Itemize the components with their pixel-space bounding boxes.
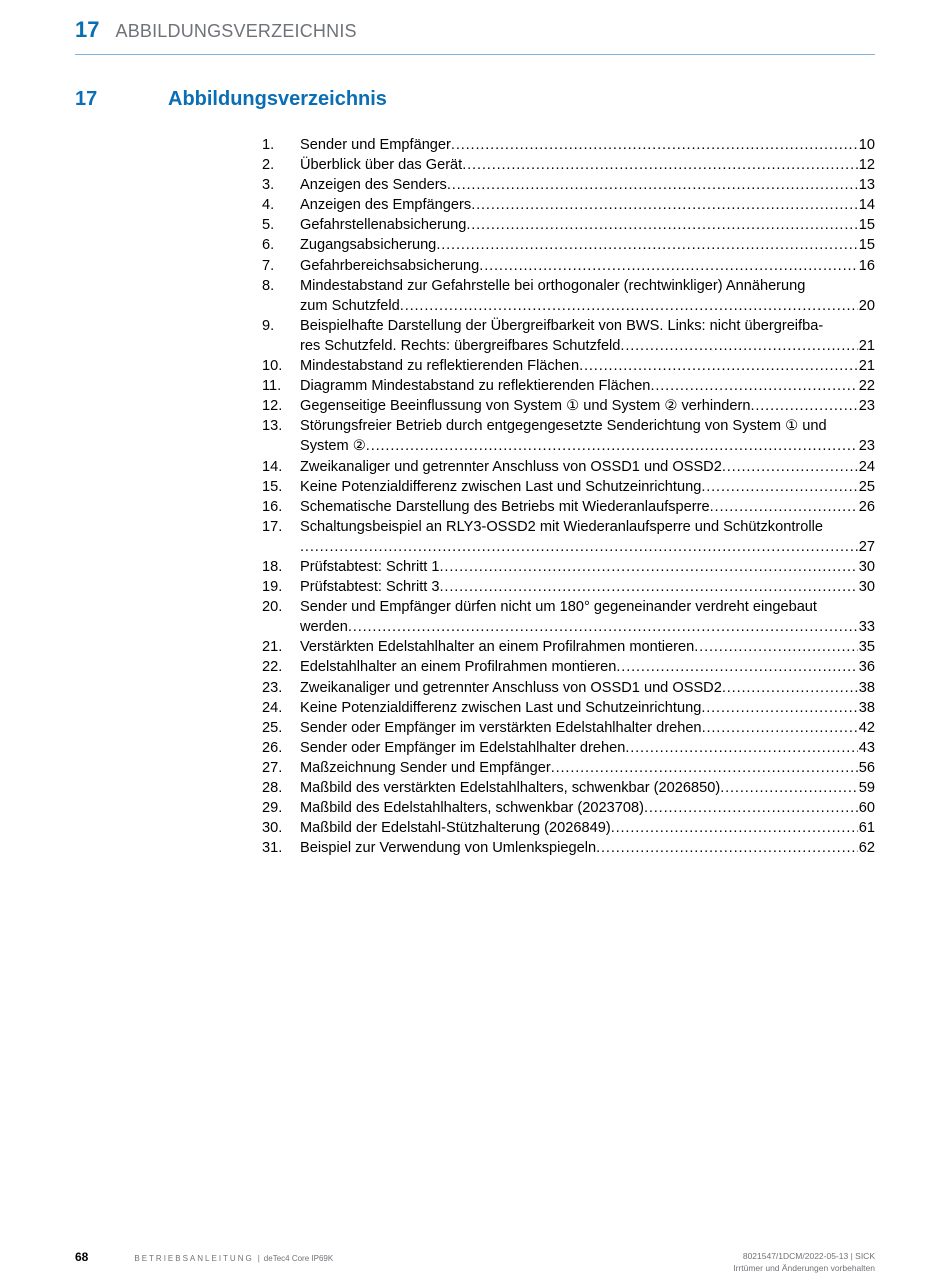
figure-entry[interactable] [262,557,875,577]
figure-number: 19. [262,579,283,596]
figure-title: zum Schutzfeld [300,297,400,314]
figure-number: 30. [262,820,283,837]
figure-title: Gefahrstellenabsicherung [300,217,467,234]
figure-number: 10. [262,358,283,375]
figure-title: Zweikanaliger und getrennter Anschluss von OSSD1 und OSSD2 [300,679,722,696]
figure-number: 29. [262,800,283,817]
page-ref: 23 [858,398,875,415]
figure-title: System ② [300,438,366,455]
page-ref: 35 [858,639,875,656]
figure-title: Gefahrbereichsabsicherung [300,257,480,274]
figure-number: 23. [262,679,283,696]
figure-number: 22. [262,659,283,676]
figure-number: 27. [262,759,283,776]
dot-leader [348,617,858,637]
figure-title-line: Sender und Empfänger dürfen nicht um 180° gegeneinander verdreht eingebaut [300,599,817,616]
dot-leader [611,818,858,838]
page-ref: 33 [858,619,875,636]
dot-leader [300,537,858,557]
figure-number: 20. [262,599,283,616]
page-ref: 26 [858,498,875,515]
dot-leader [471,195,858,215]
document-id: 8021547/1DCM/2022-05-13 | SICK [742,1251,875,1261]
figure-list [262,135,875,858]
figure-title: Keine Potenzialdifferenz zwischen Last und Schutzeinrichtung [300,699,702,716]
page-ref: 16 [858,257,875,274]
page-ref: 61 [858,820,875,837]
page-ref: 23 [858,438,875,455]
figure-entry[interactable] [262,577,875,597]
figure-title: Mindestabstand zu reflektierenden Flächen [300,358,580,375]
figure-number: 3. [262,177,275,194]
figure-title: Anzeigen des Empfängers [300,197,472,214]
dot-leader [462,155,858,175]
page-ref: 15 [858,217,875,234]
figure-entry[interactable] [262,195,875,215]
figure-number: 12. [262,398,283,415]
figure-title: Zweikanaliger und getrennter Anschluss von OSSD1 und OSSD2 [300,458,722,475]
figure-entry[interactable] [262,235,875,255]
dot-leader [579,356,858,376]
page-ref: 21 [858,337,875,354]
figure-number: 8. [262,277,275,294]
figure-number: 7. [262,257,275,274]
figure-number: 24. [262,699,283,716]
page-ref: 62 [858,840,875,857]
footer-separator: | [257,1254,260,1263]
dot-leader [366,436,858,456]
page-ref: 13 [858,177,875,194]
figure-title: Schematische Darstellung des Betriebs mit Wiederanlaufsperre [300,498,710,515]
page-ref: 25 [858,478,875,495]
page-ref: 42 [858,719,875,736]
figure-entry[interactable] [262,778,875,798]
figure-entry[interactable] [262,678,875,698]
dot-leader [436,235,857,255]
header-chapter-number: 17 [75,17,100,42]
page-ref: 27 [858,538,875,555]
footer-left [75,1250,333,1266]
figure-title: Maßzeichnung Sender und Empfänger [300,759,551,776]
figure-title: Maßbild des verstärkten Edelstahlhalters, schwenkbar (2026850) [300,780,721,796]
figure-number: 16. [262,498,283,515]
figure-number: 4. [262,197,275,214]
figure-entry[interactable] [262,316,875,356]
figure-entry[interactable] [262,215,875,235]
figure-number: 1. [262,137,275,153]
figure-title-line: Mindestabstand zur Gefahrstelle bei orthogonaler (rechtwinkliger) Annäherung [300,277,806,294]
page-ref: 36 [858,659,875,676]
figure-title: Sender oder Empfänger im verstärkten Edelstahlhalter drehen [300,719,702,736]
figure-entry[interactable] [262,457,875,477]
figure-number: 18. [262,558,283,575]
figure-entry[interactable] [262,175,875,195]
dot-leader [451,135,858,155]
figure-title: werden [300,619,348,636]
header-chapter-title: ABBILDUNGSVERZEICHNIS [115,21,357,41]
figure-entry[interactable] [262,256,875,276]
figure-entry[interactable] [262,657,875,677]
product-name: deTec4 Core IP69K [263,1254,334,1263]
figure-number: 15. [262,478,283,495]
page-number: 68 [75,1250,89,1264]
figure-entry[interactable] [262,838,875,858]
figure-title: Sender und Empfänger [300,137,451,153]
figure-number: 2. [262,157,275,174]
dot-leader [440,577,858,597]
figure-number: 26. [262,739,283,756]
figure-number: 25. [262,719,283,736]
figure-title: Beispiel zur Verwendung von Umlenkspiegeln [300,840,597,857]
figure-number: 5. [262,217,275,234]
page-ref: 38 [858,679,875,696]
figure-title: Maßbild der Edelstahl-Stützhalterung (2026849) [300,820,611,837]
page-ref: 30 [858,579,875,596]
figure-title: Zugangsabsicherung [300,237,437,254]
page-ref: 43 [858,739,875,756]
page-ref: 21 [858,358,875,375]
figure-entry[interactable] [262,758,875,778]
dot-leader [720,778,858,798]
dot-leader [701,477,857,497]
page-ref: 60 [858,800,875,817]
dot-leader [694,637,858,657]
page-ref: 12 [858,157,875,174]
figure-entry[interactable] [262,597,875,637]
disclaimer: Irrtümer und Änderungen vorbehalten [733,1263,875,1273]
page-ref: 20 [858,297,875,314]
figure-entry[interactable] [262,416,875,456]
chapter-title: Abbildungsverzeichnis [168,88,387,110]
figure-entry[interactable] [262,698,875,718]
document-type: BETRIEBSANLEITUNG [134,1254,254,1263]
dot-leader [596,838,858,858]
figure-entry[interactable] [262,155,875,175]
figure-title: Edelstahlhalter an einem Profilrahmen montieren [300,659,617,676]
dot-leader [620,336,857,356]
figure-title: Prüfstabtest: Schritt 1 [300,558,440,575]
dot-leader [447,175,858,195]
dot-leader [722,457,858,477]
dot-leader [701,698,857,718]
figure-entry[interactable] [262,798,875,818]
page-ref: 10 [858,137,875,153]
figure-number: 9. [262,317,275,334]
figure-entry[interactable] [262,396,875,416]
figure-title: Maßbild des Edelstahlhalters, schwenkbar (2023708) [300,800,644,817]
figure-title: Keine Potenzialdifferenz zwischen Last und Schutzeinrichtung [300,478,702,495]
figure-entry[interactable] [262,637,875,657]
page-ref: 38 [858,699,875,716]
figure-title-line: Beispielhafte Darstellung der Übergreifbarkeit von BWS. Links: nicht übergreifba- [300,317,824,334]
running-header [75,14,875,55]
dot-leader [466,215,857,235]
figure-number: 11. [262,378,282,395]
dot-leader [400,296,858,316]
figure-title: Überblick über das Gerät [300,157,463,174]
dot-leader [722,678,858,698]
figure-number: 14. [262,458,283,475]
figure-number: 17. [262,518,283,535]
figure-entry[interactable] [262,818,875,838]
figure-number: 21. [262,639,283,656]
chapter-heading [75,88,875,118]
page-ref: 14 [858,197,875,214]
page-ref: 30 [858,558,875,575]
figure-entry[interactable] [262,356,875,376]
figure-number: 6. [262,237,275,254]
figure-number: 31. [262,840,283,857]
figure-title-line: Schaltungsbeispiel an RLY3-OSSD2 mit Wiederanlaufsperre und Schützkontrolle [300,518,823,535]
dot-leader [479,256,857,276]
figure-entry[interactable] [262,477,875,497]
dot-leader [551,758,858,778]
figure-entry[interactable] [262,517,875,557]
dot-leader [644,798,858,818]
page-ref: 22 [858,378,875,395]
chapter-number: 17 [75,88,98,110]
footer-right [733,1250,875,1274]
dot-leader [650,376,857,396]
dot-leader [702,718,858,738]
page-ref: 15 [858,237,875,254]
page-ref: 24 [858,458,875,475]
figure-title: Anzeigen des Senders [300,177,447,194]
dot-leader [625,738,857,758]
page-ref: 56 [858,759,875,776]
figure-title: Diagramm Mindestabstand zu reflektierenden Flächen [300,378,651,395]
figure-entry[interactable] [262,718,875,738]
figure-entry[interactable] [262,738,875,758]
figure-number: 13. [262,418,283,435]
dot-leader [750,396,857,416]
dot-leader [440,557,858,577]
figure-title: res Schutzfeld. Rechts: übergreifbares Schutzfeld [300,337,621,354]
figure-entry[interactable] [262,276,875,316]
figure-title-line: Störungsfreier Betrieb durch entgegengesetzte Senderichtung von System ① und [300,418,827,435]
figure-title: Sender oder Empfänger im Edelstahlhalter drehen [300,739,626,756]
dot-leader [710,497,858,517]
figure-title: Gegenseitige Beeinflussung von System ① und System ② verhindern [300,398,751,415]
page-ref: 59 [858,780,875,796]
figure-entry[interactable] [262,376,875,396]
figure-entry[interactable] [262,497,875,517]
figure-title: Prüfstabtest: Schritt 3 [300,579,440,596]
figure-number: 28. [262,780,283,796]
dot-leader [616,657,857,677]
figure-entry[interactable] [262,135,875,155]
figure-title: Verstärkten Edelstahlhalter an einem Profilrahmen montieren [300,639,695,656]
